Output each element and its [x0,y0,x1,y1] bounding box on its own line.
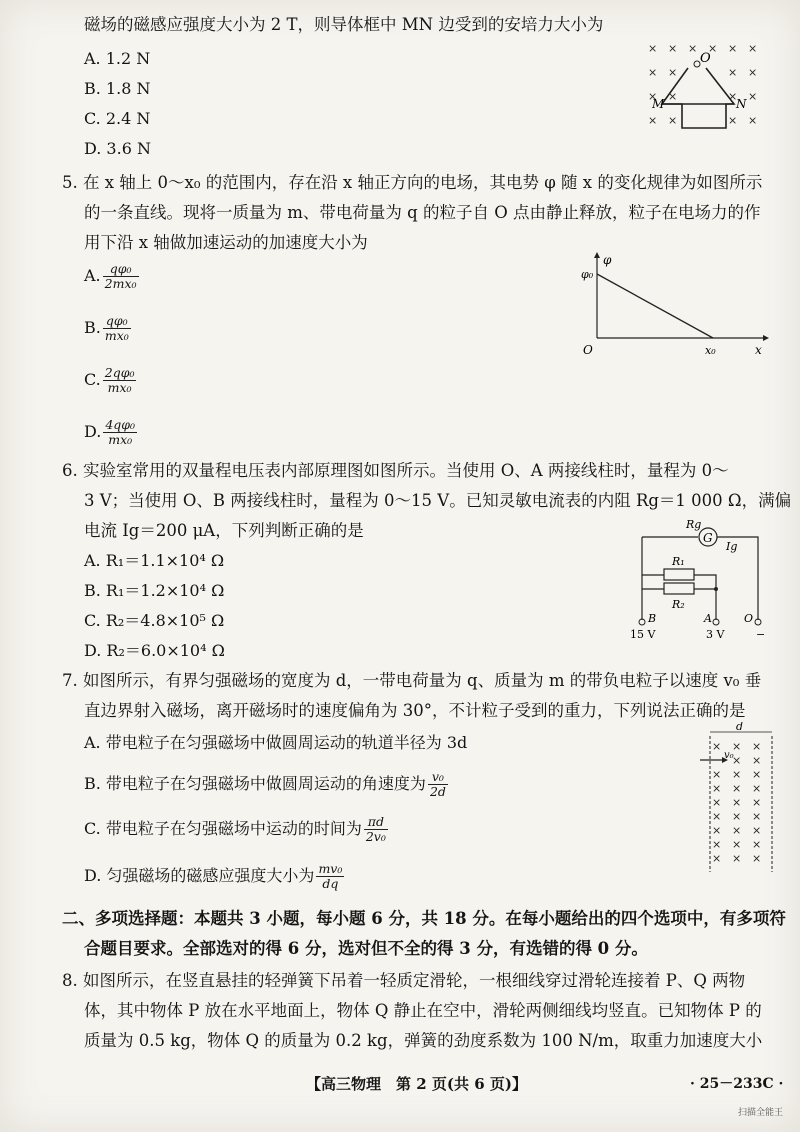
q8-stem-line2: 体，其中物体 P 放在水平地面上，物体 Q 静止在空中，滑轮两侧细线均竖直。已知物体 P 的 [84,1001,762,1020]
q7-option-b: B. 带电粒子在匀强磁场中做圆周运动的角速度为 $\frac{\text{v₀}}{2d}$ [84,769,446,799]
q6-label-rg: Rg [686,518,702,531]
q5-stem-line1: 5. 在 x 轴上 0～x₀ 的范围内，存在沿 x 轴正方向的电场，其电势 φ 随 x 的变化规律为如图所示 [62,173,763,192]
q6-label-3v: 3 V [706,628,725,641]
q6-label-ig: Ig [726,540,738,553]
q6-label-a: A [704,612,712,625]
q6-option-a: A. R₁＝1.1×10⁴ Ω [84,551,225,570]
q4-figure [640,40,780,145]
q4-label-m: M [652,97,665,111]
q4-option-a: A. 1.2 N [84,49,151,68]
field-cross: × [752,838,762,851]
q6-circuit [620,512,780,644]
q5-axis-label-phi: φ [603,253,612,267]
section2-heading-line2: 合题目要求。全部选对的得 6 分，选对但不全的得 3 分，有选错的得 0 分。 [84,939,648,958]
field-cross: × [668,114,678,127]
field-cross: × [748,42,758,55]
field-cross: × [648,42,658,55]
q5-graph [575,250,775,360]
q6-label-o: O [744,612,754,625]
field-cross: × [668,42,678,55]
field-cross: × [732,740,742,753]
paper-code: · 25－233C · [690,1076,784,1092]
field-cross: × [752,824,762,837]
q6-option-d: D. R₂＝6.0×10⁴ Ω [84,641,225,660]
q6-label-r1: R₁ [672,555,685,568]
field-cross: × [732,754,742,767]
field-cross: × [732,838,742,851]
q6-option-c: C. R₂＝4.8×10⁵ Ω [84,611,225,630]
q5-option-c: C. $\frac{\text{2qφ₀}}{\text{mx₀}}$ [84,365,135,395]
q7-label-v0: v₀ [724,750,734,761]
q7-field-crosses [712,740,761,865]
field-cross: × [708,42,718,55]
q7-stem-line2: 直边界射入磁场，离开磁场时的速度偏角为 30°，不计粒子受到的重力，下列说法正确的是 [84,701,746,720]
q5-phi-line [597,274,713,338]
q7-option-a: A. 带电粒子在匀强磁场中做圆周运动的轨道半径为 3d [84,733,468,752]
field-cross: × [732,768,742,781]
q4-label-n: N [736,97,747,111]
field-cross: × [712,810,722,823]
q8-stem-line1: 8. 如图所示，在竖直悬挂的轻弹簧下吊着一轻质定滑轮，一根细线穿过滑轮连接着 P、Q 两物 [62,971,746,990]
q4-option-d: D. 3.6 N [84,139,151,158]
q6-label-r2: R₂ [672,598,685,611]
q8-stem-line3: 质量为 0.5 kg，物体 Q 的质量为 0.2 kg，弹簧的劲度系数为 100 N/m，取重力加速度大小 [84,1031,763,1050]
field-cross: × [752,754,762,767]
field-cross: × [728,114,738,127]
field-cross: × [648,114,658,127]
q6-resistor-r1 [664,569,694,580]
q5-option-b: B. $\frac{\text{qφ₀}}{\text{mx₀}}$ [84,313,129,343]
q5-stem-line2: 的一条直线。现将一质量为 m、带电荷量为 q 的粒子自 O 点由静止释放，粒子在电场力的作 [84,203,761,222]
field-cross: × [752,810,762,823]
field-cross: × [752,740,762,753]
q5-axis-label-x: x [755,343,762,357]
field-cross: × [668,66,678,79]
field-cross: × [748,114,758,127]
q6-option-b: B. R₁＝1.2×10⁴ Ω [84,581,225,600]
q7-option-d: D. 匀强磁场的磁感应强度大小为 $\frac{\text{mv₀}}{dq}$ [84,861,343,891]
q7-option-c: C. 带电粒子在匀强磁场中运动的时间为 $\frac{\pi d}{\text{2v₀}}$ [84,814,386,844]
q6-label-g: G [703,531,713,545]
field-cross: × [688,42,698,55]
q6-stem-line3: 电流 Ig＝200 μA，下列判断正确的是 [84,521,364,540]
q5-tick-phi0: φ₀ [581,268,594,281]
q6-label-b: B [648,612,657,625]
field-cross: × [712,824,722,837]
field-cross: × [752,768,762,781]
field-cross: × [732,810,742,823]
q5-stem-line3: 用下沿 x 轴做加速运动的加速度大小为 [84,233,368,252]
field-cross: × [668,90,678,103]
field-cross: × [748,90,758,103]
q4-option-c: C. 2.4 N [84,109,151,128]
field-cross: × [728,66,738,79]
q6-label-minus: − [756,628,766,641]
field-cross: × [732,796,742,809]
field-cross: × [748,66,758,79]
scanner-watermark: 扫描全能王 [738,1108,784,1118]
field-cross: × [752,852,762,865]
field-cross: × [648,66,658,79]
q5-x-arrow [763,335,769,341]
field-cross: × [732,824,742,837]
field-cross: × [712,782,722,795]
q5-option-d: D. $\frac{\text{4qφ₀}}{\text{mx₀}}$ [84,417,136,447]
field-cross: × [712,838,722,851]
field-cross: × [732,782,742,795]
field-cross: × [752,782,762,795]
field-cross: × [648,90,658,103]
field-cross: × [712,796,722,809]
field-cross: × [728,42,738,55]
field-cross: × [752,796,762,809]
field-cross: × [728,90,738,103]
section2-heading-line1: 二、多项选择题：本题共 3 小题，每小题 6 分，共 18 分。在每小题给出的四个选项中，有多项符 [62,909,786,928]
q5-tick-x0: x₀ [705,344,716,357]
q5-origin-label: O [583,343,593,357]
q7-stem-line1: 7. 如图所示，有界匀强磁场的宽度为 d，一带电荷量为 q、质量为 m 的带负电粒子以速度 v₀ 垂 [62,671,762,690]
field-cross: × [712,768,722,781]
q4-label-o: O [700,51,711,66]
q7-figure [700,722,780,874]
q5-option-a: A. $\frac{\text{qφ₀}}{\text{2mx₀}}$ [84,261,137,291]
q6-resistor-r2 [664,583,694,594]
q5-y-arrow [594,252,600,258]
q4-tail: 磁场的磁感应强度大小为 2 T，则导体框中 MN 边受到的安培力大小为 [84,15,604,34]
field-cross: × [712,852,722,865]
q6-label-15v: 15 V [630,628,656,641]
field-cross: × [712,740,722,753]
q6-stem-line1: 6. 实验室常用的双量程电压表内部原理图如图所示。当使用 O、A 两接线柱时，量程为 0～ [62,461,729,480]
q4-option-b: B. 1.8 N [84,79,151,98]
page-footer: 【高三物理 第 2 页(共 6 页)】 [306,1075,527,1093]
q6-stem-line2: 3 V；当使用 O、B 两接线柱时，量程为 0～15 V。已知灵敏电流表的内阻 Rg＝1 000 Ω，满偏 [84,491,792,510]
field-cross: × [732,852,742,865]
q7-label-d: d [736,722,744,733]
